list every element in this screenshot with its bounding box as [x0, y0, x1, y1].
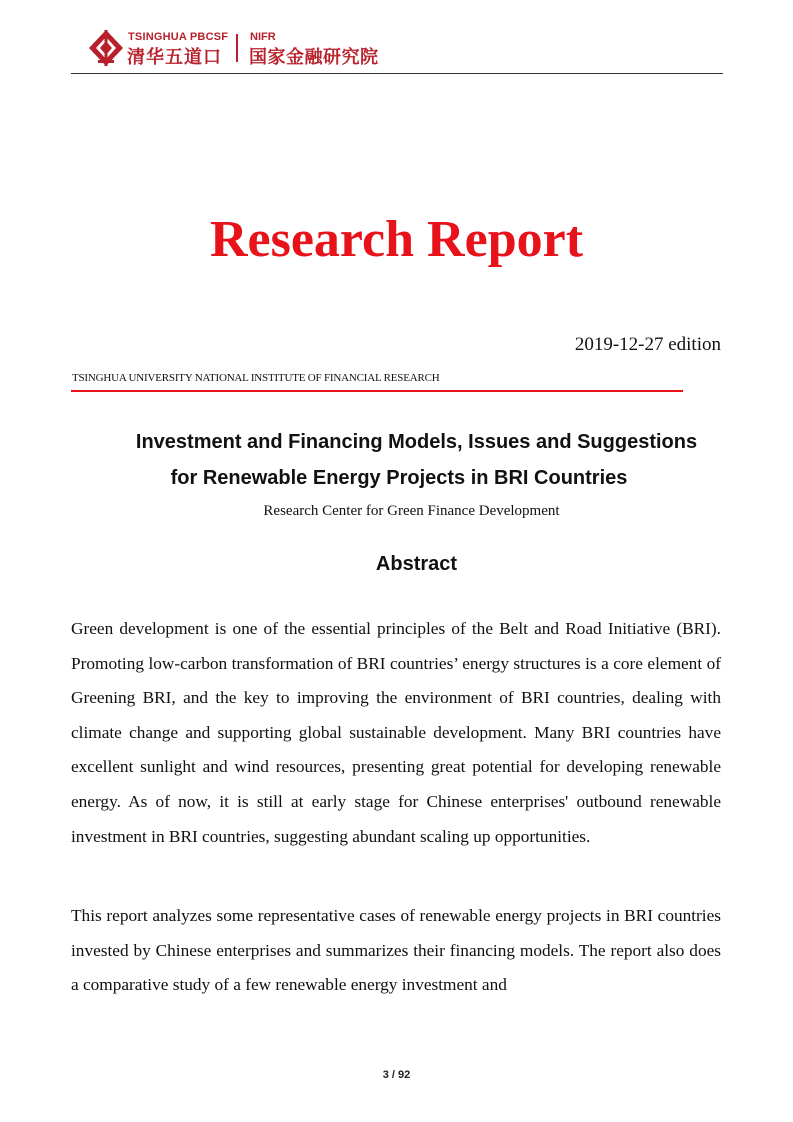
paper-title	[60, 424, 773, 496]
red-divider	[71, 390, 683, 392]
abstract-paragraph-1: Green development is one of the essential principles of the Belt and Road Initiative (BRI). Promoting low-carbon transformation of BRI countries’ energy structures is a core element of Greening BRI, and the key to improving the environment of BRI countries, dealing with climate change and supporting global sustainable development. Many BRI countries have excellent sunlight and wind resources, presenting great potential for developing renewable energy. As of now, it is still at early stage for Chinese enterprises' outbound renewable investment in BRI countries, suggesting abundant scaling up opportunities.	[71, 619, 721, 846]
author-center: Research Center for Green Finance Development	[263, 503, 560, 519]
tsinghua-pbcsf-emblem-icon	[88, 29, 124, 69]
header-divider	[71, 73, 723, 74]
paper-title-line-2: for Renewable Energy Projects in BRI Countries	[170, 467, 628, 489]
logo-english-name: TSINGHUA PBCSF	[128, 31, 229, 43]
abstract-heading: Abstract	[375, 553, 458, 575]
institute-name: TSINGHUA UNIVERSITY NATIONAL INSTITUTE OF FINANCIAL RESEARCH	[72, 372, 440, 384]
abstract-paragraph-2: This report analyzes some representative cases of renewable energy projects in BRI countries invested by Chinese enterprises and summarizes their financing models. The report also does a comparative study of a few renewable energy investment and	[71, 906, 721, 995]
page-header	[0, 0, 793, 80]
paper-title-line-1: Investment and Financing Models, Issues and Suggestions	[135, 431, 698, 453]
edition-date: 2019-12-27 edition	[574, 334, 721, 355]
nifr-chinese-name: 国家金融研究院	[249, 47, 379, 68]
report-title: Research Report	[209, 211, 584, 268]
nifr-english-name: NIFR	[250, 31, 276, 43]
logo-divider	[236, 34, 238, 62]
page-number: 3 / 92	[382, 1069, 411, 1081]
logo-chinese-name: 清华五道口	[127, 47, 222, 68]
